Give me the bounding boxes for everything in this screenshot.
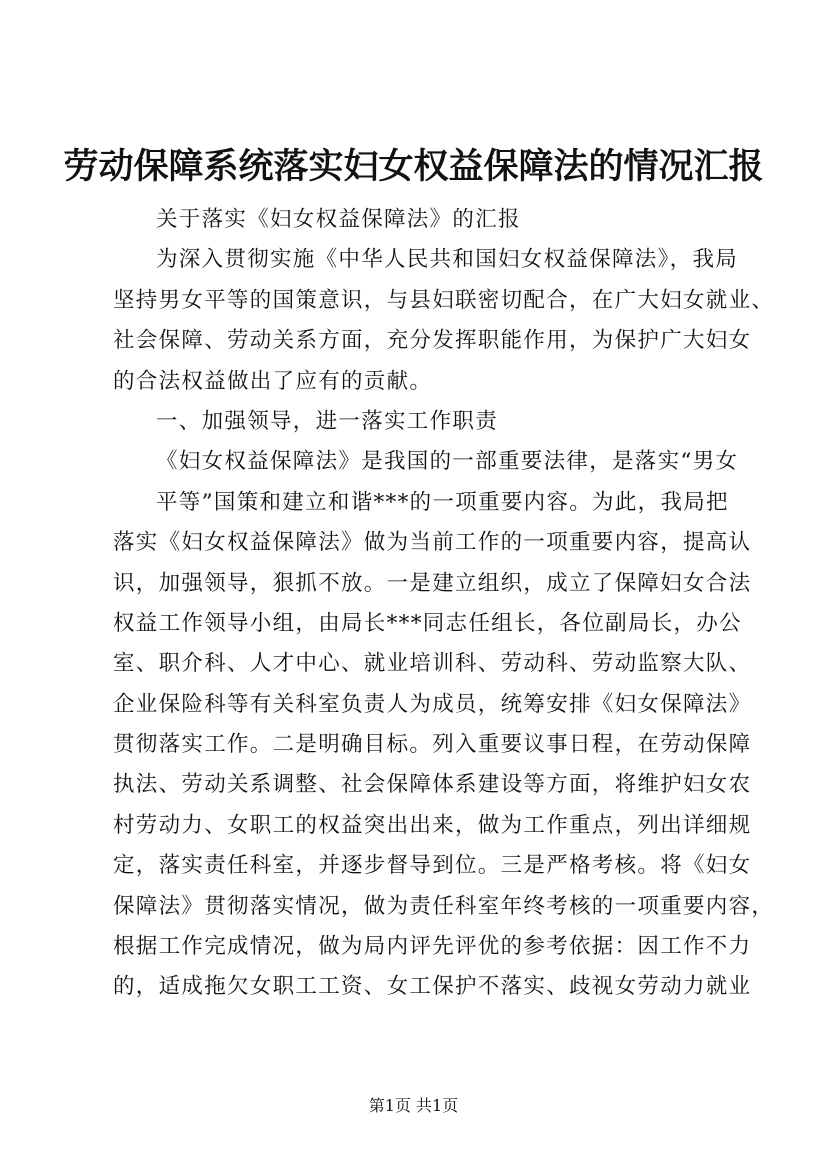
document-title: 劳动保障系统落实妇女权益保障法的情况汇报 bbox=[63, 146, 764, 187]
paragraph-line: 室、职介科、人才中心、就业培训科、劳动科、劳动监察大队、 bbox=[113, 651, 752, 677]
section-heading: 一、加强领导，进一落实工作职责 bbox=[156, 408, 499, 434]
paragraph-line: 根据工作完成情况，做为局内评先评优的参考依据：因工作不力 bbox=[113, 934, 752, 960]
paragraph-line: 权益工作领导小组，由局长***同志任组长，各位副局长，办公 bbox=[113, 610, 742, 636]
paragraph-line: 企业保险科等有关科室负责人为成员，统筹安排《妇女保障法》 bbox=[113, 691, 752, 717]
document-body bbox=[113, 200, 775, 1008]
paragraph-line: 社会保障、劳动关系方面，充分发挥职能作用，为保护广大妇女 bbox=[113, 328, 752, 354]
paragraph-line: 《妇女权益保障法》是我国的一部重要法律，是落实“男女 bbox=[156, 449, 739, 475]
paragraph-line: 落实《妇女权益保障法》做为当前工作的一项重要内容，提高认 bbox=[113, 530, 752, 556]
paragraph-line: 关于落实《妇女权益保障法》的汇报 bbox=[156, 207, 521, 232]
page-number-footer: 第1页 共1页 bbox=[368, 1096, 459, 1115]
paragraph-line: 的，适成拖欠女职工工资、女工保护不落实、歧视女劳动力就业 bbox=[113, 974, 752, 1000]
paragraph-line: 保障法》贯彻落实情况，做为责任科室年终考核的一项重要内容， bbox=[113, 893, 775, 919]
paragraph-line: 定，落实责任科室，并逐步督导到位。三是严格考核。将《妇女 bbox=[113, 853, 752, 879]
paragraph-line: 执法、劳动关系调整、社会保障体系建设等方面，将维护妇女农 bbox=[113, 772, 752, 798]
paragraph-line: 的合法权益做出了应有的贡献。 bbox=[113, 368, 433, 394]
paragraph-line: 平等”国策和建立和谐***的一项重要内容。为此，我局把 bbox=[156, 489, 729, 515]
paragraph-line: 为深入贯彻实施《中华人民共和国妇女权益保障法》，我局 bbox=[156, 247, 739, 273]
paragraph-line: 村劳动力、女职工的权益突出出来，做为工作重点，列出详细规 bbox=[113, 812, 752, 838]
paragraph-line: 识，加强领导，狠抓不放。一是建立组织，成立了保障妇女合法 bbox=[113, 570, 752, 596]
paragraph-line: 贯彻落实工作。二是明确目标。列入重要议事日程，在劳动保障 bbox=[113, 732, 752, 758]
paragraph-line: 坚持男女平等的国策意识，与县妇联密切配合，在广大妇女就业、 bbox=[113, 287, 775, 313]
